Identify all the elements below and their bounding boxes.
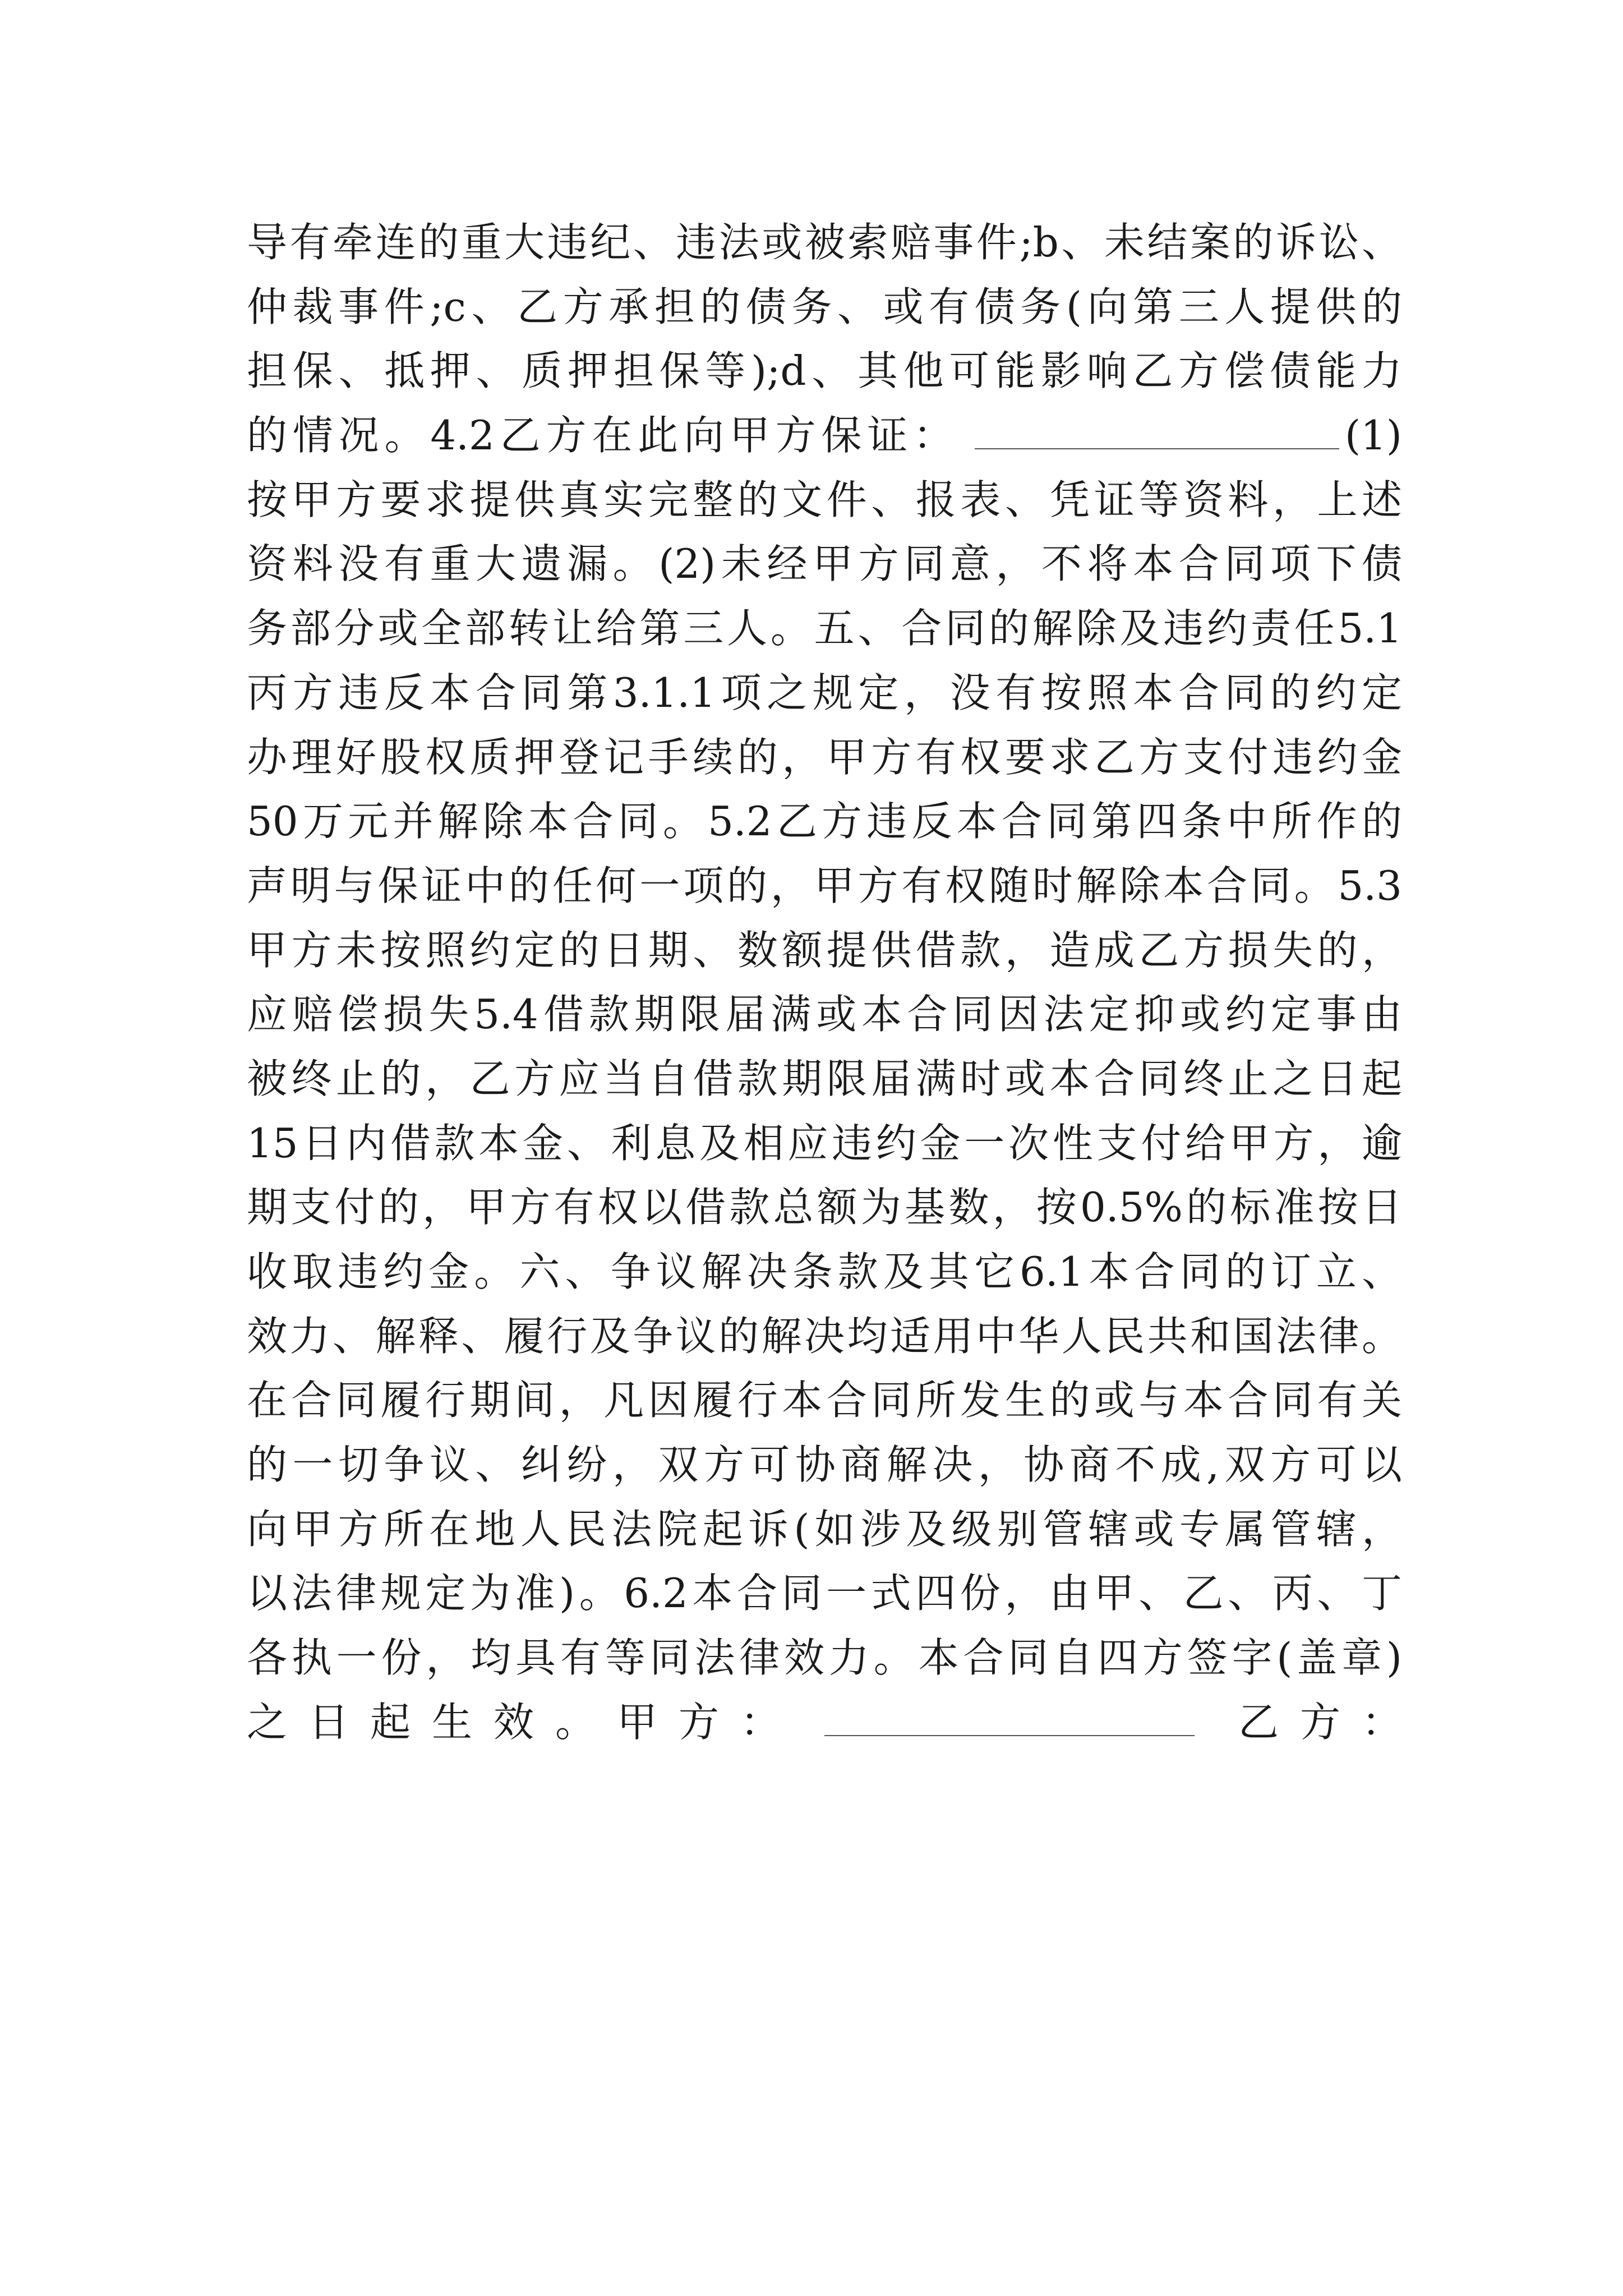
text-line: 应赔偿损失5.4借款期限届满或本合同因法定抑或约定事由 xyxy=(247,991,1402,1038)
fill-in-blank xyxy=(975,437,1339,449)
text-line: 仲裁事件;c、乙方承担的债务、或有债务(向第三人提供的 xyxy=(247,283,1402,330)
text-line: 导有牵连的重大违纪、违法或被索赔事件;b、未结案的诉讼、 xyxy=(247,219,1402,266)
text-line: 在合同履行期间，凡因履行本合同所发生的或与本合同有关 xyxy=(247,1377,1402,1424)
text-line: 按甲方要求提供真实完整的文件、报表、凭证等资料，上述 xyxy=(247,476,1402,523)
text-line: 担保、抵押、质押担保等);d、其他可能影响乙方偿债能力 xyxy=(247,347,1402,395)
text-segment: 之日起生效。甲方： xyxy=(247,1698,802,1746)
text-line: 以法律规定为准)。6.2本合同一式四份，由甲、乙、丙、丁 xyxy=(247,1570,1402,1617)
text-segment: 的情况。4.2乙方在此向甲方保证： xyxy=(247,412,959,459)
text-line: 办理好股权质押登记手续的，甲方有权要求乙方支付违约金 xyxy=(247,733,1402,781)
text-line: 的一切争议、纠纷，双方可协商解决，协商不成,双方可以 xyxy=(247,1441,1402,1489)
signature-blank-party-a xyxy=(824,1724,1195,1736)
text-line: 效力、解释、履行及争议的解决均适用中华人民共和国法律。 xyxy=(247,1312,1402,1360)
text-line: 50万元并解除本合同。5.2乙方违反本合同第四条中所作的 xyxy=(247,798,1402,845)
contract-body xyxy=(247,210,1402,1755)
text-line: 声明与保证中的任何一项的，甲方有权随时解除本合同。5.3 xyxy=(247,862,1402,909)
text-line: 丙方违反本合同第3.1.1项之规定，没有按照本合同的约定 xyxy=(247,669,1402,716)
text-line: 被终止的，乙方应当自借款期限届满时或本合同终止之日起 xyxy=(247,1055,1402,1102)
text-line: 资料没有重大遗漏。(2)未经甲方同意，不将本合同项下债 xyxy=(247,540,1402,588)
text-line-with-blank xyxy=(247,403,1402,468)
text-line: 15日内借款本金、利息及相应违约金一次性支付给甲方，逾 xyxy=(247,1119,1402,1167)
text-segment: 乙方： xyxy=(1216,1698,1402,1746)
text-line: 期支付的，甲方有权以借款总额为基数，按0.5%的标准按日 xyxy=(247,1184,1402,1231)
text-line: 收取违约金。六、争议解决条款及其它6.1本合同的订立、 xyxy=(247,1248,1402,1295)
text-segment: (1) xyxy=(1345,412,1402,459)
signature-line xyxy=(247,1690,1402,1755)
text-line: 务部分或全部转让给第三人。五、合同的解除及违约责任5.1 xyxy=(247,605,1402,652)
text-line: 甲方未按照约定的日期、数额提供借款，造成乙方损失的， xyxy=(247,926,1402,974)
text-line: 各执一份，均具有等同法律效力。本合同自四方签字(盖章) xyxy=(247,1634,1402,1682)
text-line: 向甲方所在地人民法院起诉(如涉及级别管辖或专属管辖， xyxy=(247,1505,1402,1553)
